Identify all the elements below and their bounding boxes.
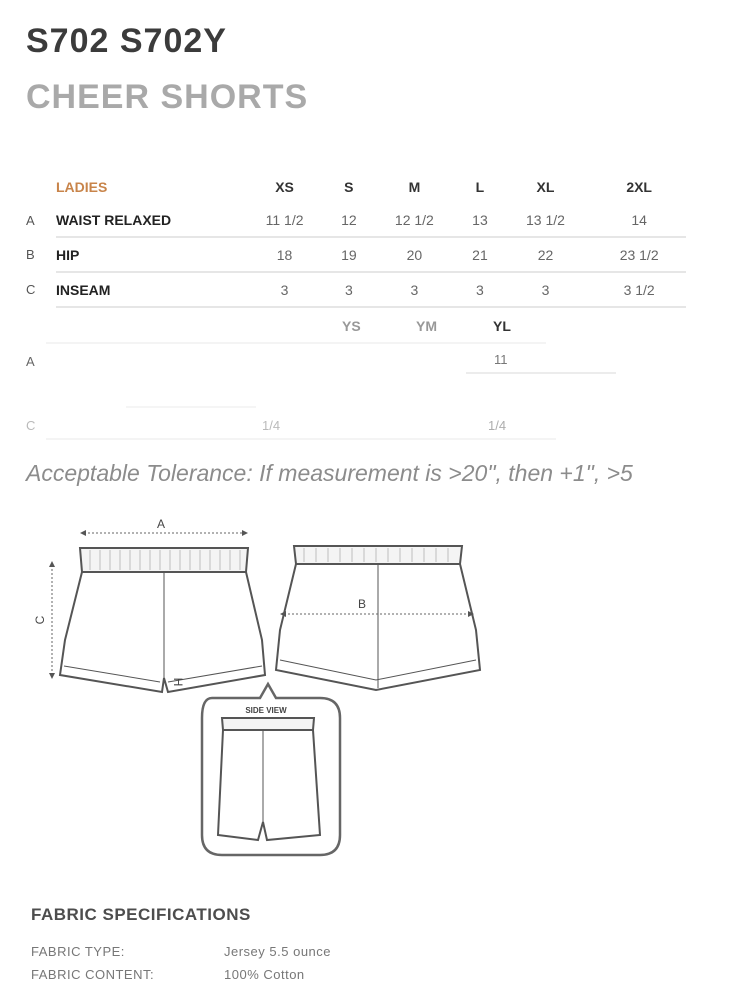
divider [126, 406, 256, 408]
size-header: XL [536, 178, 555, 195]
divider [46, 438, 556, 440]
size-header-row [26, 170, 686, 203]
style-codes: S702 S702Y [26, 22, 227, 60]
table-cell: 19 [330, 237, 367, 272]
measure-letter: B [26, 247, 35, 262]
label-a: A [156, 517, 166, 531]
size-header: S [344, 178, 354, 195]
divider [466, 372, 616, 374]
youth-size-table [26, 314, 546, 444]
size-header: XS [275, 178, 294, 195]
table-cell: 1/4 [488, 418, 507, 433]
table-row [26, 272, 686, 307]
measure-letter: A [26, 354, 35, 369]
size-header: YM [416, 318, 437, 334]
table-cell: 3 1/2 [592, 272, 686, 307]
size-header: L [475, 178, 485, 195]
table-cell: 14 [592, 203, 686, 237]
label-b: B [357, 597, 367, 611]
spec-value: 100% Cotton [224, 967, 305, 982]
table-cell: 12 [330, 203, 367, 237]
fabric-specs-title: FABRIC SPECIFICATIONS [31, 905, 251, 924]
fabric-content-row [31, 967, 305, 982]
table-cell: 1/4 [262, 418, 281, 433]
size-header: M [408, 178, 421, 195]
size-header: YS [342, 318, 361, 334]
table-cell: 13 [461, 203, 498, 237]
table-cell: 13 1/2 [499, 203, 593, 237]
size-header: YL [493, 318, 511, 334]
table-cell: 21 [461, 237, 498, 272]
spec-label: FABRIC TYPE: [31, 944, 125, 959]
table-cell: 12 1/2 [368, 203, 462, 237]
label-c: C [33, 615, 47, 625]
table-cell: 22 [499, 237, 593, 272]
measure-label: INSEAM [56, 272, 239, 307]
table-cell: 20 [368, 237, 462, 272]
spec-label: FABRIC CONTENT: [31, 967, 155, 982]
measure-letter: C [26, 282, 36, 297]
measure-label: HIP [56, 237, 239, 272]
table-cell: 11 1/2 [239, 203, 330, 237]
measure-letter: C [26, 418, 36, 433]
spec-value: Jersey 5.5 ounce [224, 944, 332, 959]
product-name: CHEER SHORTS [26, 78, 309, 116]
table-cell: 11 [494, 352, 508, 367]
table-cell: 3 [330, 272, 367, 307]
tolerance-note: Acceptable Tolerance: If measurement is >20", then +1", >5 [26, 460, 633, 486]
side-view-label: SIDE VIEW [245, 706, 287, 715]
ladies-size-table [26, 170, 686, 308]
front-view [60, 548, 265, 692]
shorts-diagram [30, 510, 490, 860]
divider [46, 342, 546, 344]
table-cell: 3 [239, 272, 330, 307]
ladies-label: LADIES [56, 178, 108, 195]
size-header: 2XL [626, 178, 652, 195]
table-row [26, 237, 686, 272]
table-cell: 3 [461, 272, 498, 307]
table-cell: 18 [239, 237, 330, 272]
measure-letter: A [26, 212, 35, 228]
table-row [26, 203, 686, 237]
table-cell: 3 [499, 272, 593, 307]
back-view [276, 546, 480, 690]
label-h: H [171, 677, 185, 687]
fabric-type-row [31, 944, 331, 959]
table-cell: 3 [368, 272, 462, 307]
measure-label: WAIST RELAXED [56, 203, 239, 237]
table-cell: 23 1/2 [592, 237, 686, 272]
